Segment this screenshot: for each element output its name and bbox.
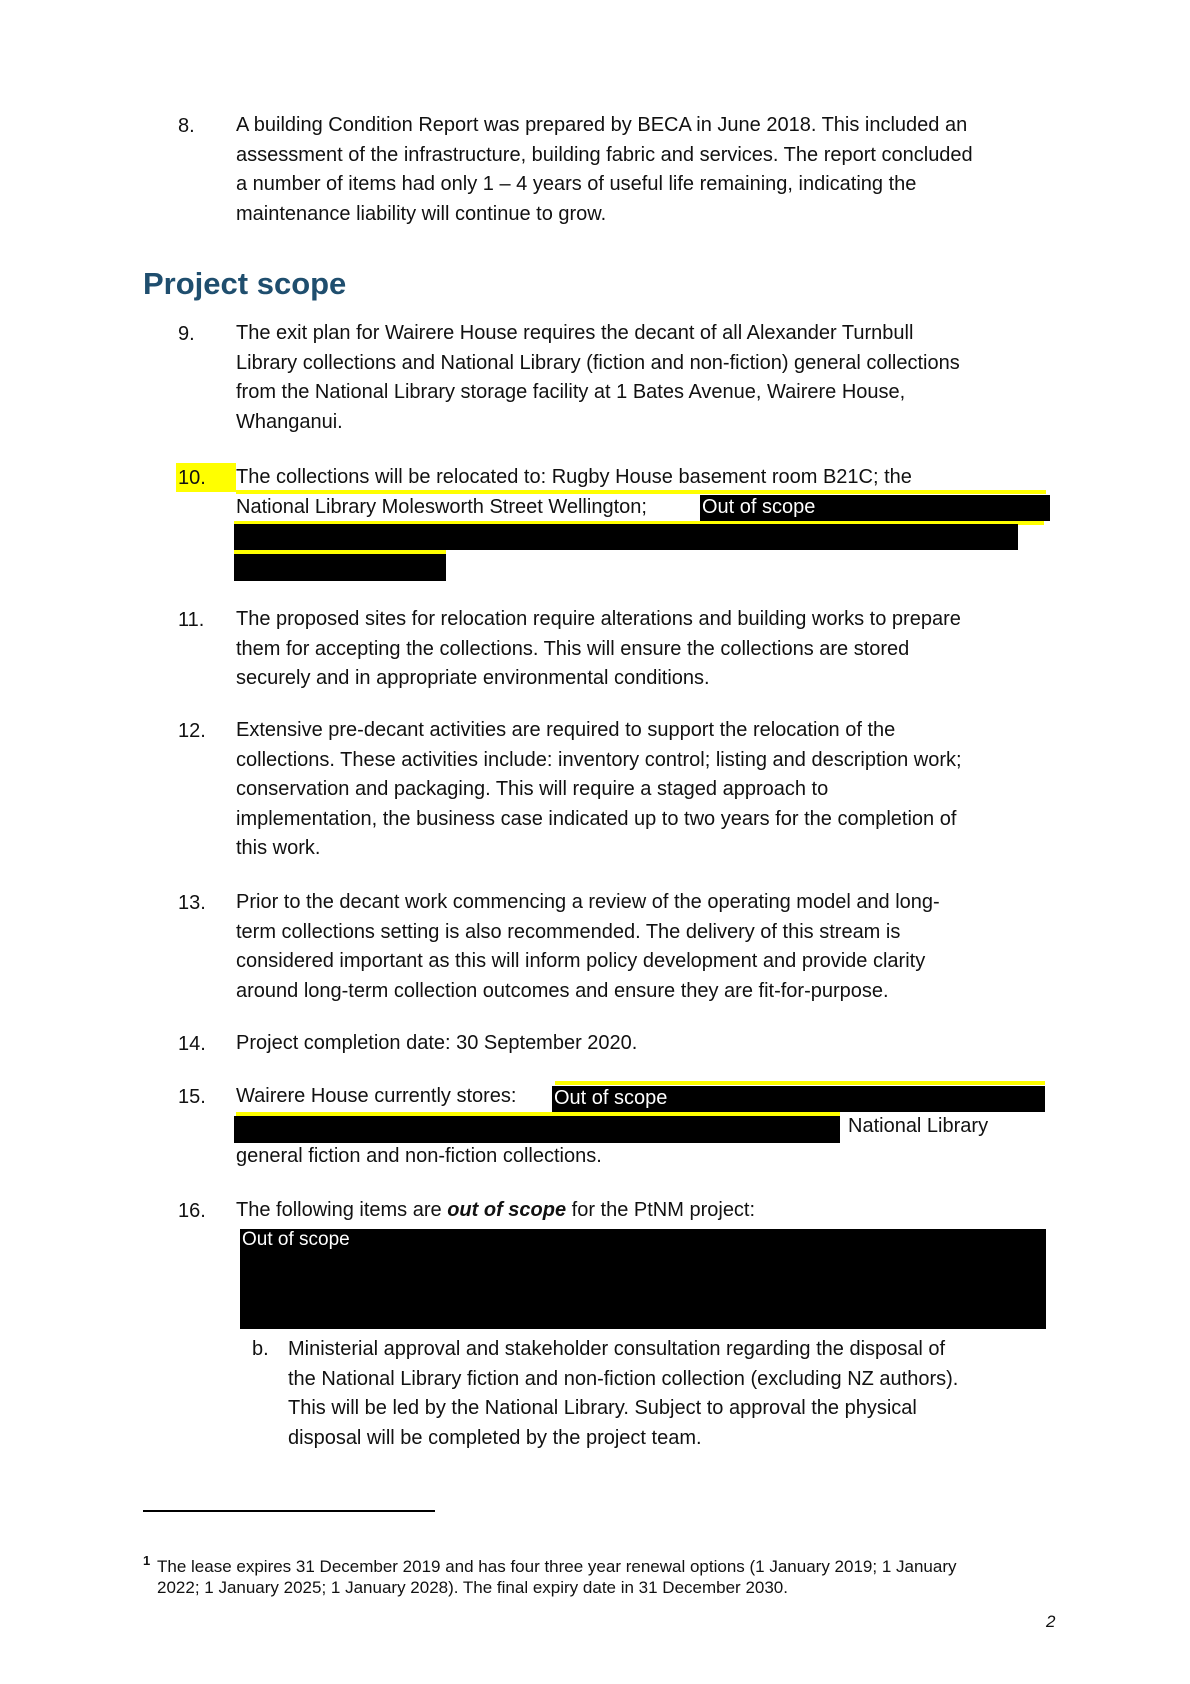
text-line: from the National Library storage facility at 1 Bates Avenue, Wairere House, xyxy=(236,381,906,403)
paragraph-text xyxy=(236,716,1056,864)
text-line: assessment of the infrastructure, building fabric and services. The report concluded xyxy=(236,143,973,166)
paragraph-number: 10. xyxy=(178,467,206,489)
paragraph-number: 14. xyxy=(178,1033,206,1055)
footnote-line: The lease expires 31 December 2019 and has four three year renewal options (1 January 2019; 1 January xyxy=(157,1557,957,1576)
redaction-label: Out of scope xyxy=(554,1087,668,1109)
text-line: The exit plan for Wairere House requires the decant of all Alexander Turnbull xyxy=(236,322,914,344)
redaction-label: Out of scope xyxy=(702,496,816,518)
intro-emphasis: out of scope xyxy=(447,1199,567,1221)
paragraph-text xyxy=(236,1196,755,1226)
paragraph-number: 12. xyxy=(178,720,206,742)
text-line: conservation and packaging. This will require a staged approach to xyxy=(236,778,829,800)
paragraph-text xyxy=(236,1029,1056,1059)
list-marker: b. xyxy=(252,1338,269,1360)
text-line: considered important as this will inform policy development and provide clarity xyxy=(236,950,926,972)
paragraph-text xyxy=(236,111,1056,229)
text-line: them for accepting the collections. This will ensure the collections are stored xyxy=(236,637,910,660)
redaction-label: Out of scope xyxy=(242,1229,350,1250)
paragraph-number: 8. xyxy=(178,115,195,137)
text-line: general fiction and non-fiction collections. xyxy=(236,1145,602,1167)
paragraph-text xyxy=(236,888,1056,1006)
footnote-separator xyxy=(143,1510,435,1512)
paragraph-number: 15. xyxy=(178,1086,206,1108)
paragraph-number: 13. xyxy=(178,892,206,914)
text-line: around long-term collection outcomes and ensure they are fit-for-purpose. xyxy=(236,979,889,1002)
paragraph-text xyxy=(236,319,1056,437)
text-line: securely and in appropriate environmental conditions. xyxy=(236,667,710,689)
text-line: The collections will be relocated to: Rugby House basement room B21C; the xyxy=(236,466,912,488)
paragraph-number: 11. xyxy=(178,609,205,631)
text-line: implementation, the business case indicated up to two years for the completion of xyxy=(236,807,957,830)
footnote-marker: 1 xyxy=(143,1553,151,1568)
redaction-box xyxy=(234,524,1018,550)
text-line: This will be led by the National Library. Subject to approval the physical xyxy=(288,1397,917,1419)
redaction-box xyxy=(234,554,446,581)
text-line: Prior to the decant work commencing a review of the operating model and long- xyxy=(236,891,940,913)
text-line: National Library Molesworth Street Wellington; xyxy=(236,495,647,518)
text-line: collections. These activities include: inventory control; listing and description work; xyxy=(236,748,962,771)
paragraph-text xyxy=(236,605,1056,694)
intro-text: for the PtNM project: xyxy=(566,1199,756,1221)
text-line: the National Library fiction and non-fiction collection (excluding NZ authors). xyxy=(288,1367,959,1390)
intro-text: The following items are xyxy=(236,1199,448,1221)
redaction-box xyxy=(700,495,1050,521)
page-number: 2 xyxy=(1046,1612,1056,1631)
text-line: disposal will be completed by the project team. xyxy=(288,1426,702,1449)
text-line: Library collections and National Library (fiction and non-fiction) general collections xyxy=(236,351,960,374)
footnote-text xyxy=(143,1556,1043,1598)
paragraph-number: 16. xyxy=(178,1200,206,1222)
text-line: maintenance liability will continue to grow. xyxy=(236,202,607,225)
section-heading: Project scope xyxy=(143,266,347,301)
redaction-box xyxy=(234,1116,840,1143)
text-line: Project completion date: 30 September 2020. xyxy=(236,1032,638,1054)
text-line: Extensive pre-decant activities are required to support the relocation of the xyxy=(236,719,896,741)
text-line: term collections setting is also recommended. The delivery of this stream is xyxy=(236,920,901,943)
text-line: a number of items had only 1 – 4 years of useful life remaining, indicating the xyxy=(236,173,917,195)
text-line: Ministerial approval and stakeholder consultation regarding the disposal of xyxy=(288,1338,946,1360)
paragraph-number: 9. xyxy=(178,323,195,345)
list-item-text xyxy=(288,1335,1058,1453)
text-line: Whanganui. xyxy=(236,410,343,433)
text-line: National Library xyxy=(848,1115,989,1137)
footnote-line: 2022; 1 January 2025; 1 January 2028). The final expiry date in 31 December 2030. xyxy=(157,1578,788,1597)
text-line: The proposed sites for relocation require alterations and building works to prepare xyxy=(236,608,961,630)
text-line: this work. xyxy=(236,837,321,859)
text-line: A building Condition Report was prepared by BECA in June 2018. This included an xyxy=(236,114,968,136)
redaction-box xyxy=(552,1086,1045,1112)
text-line: Wairere House currently stores: xyxy=(236,1085,517,1107)
redaction-box xyxy=(240,1229,1046,1329)
